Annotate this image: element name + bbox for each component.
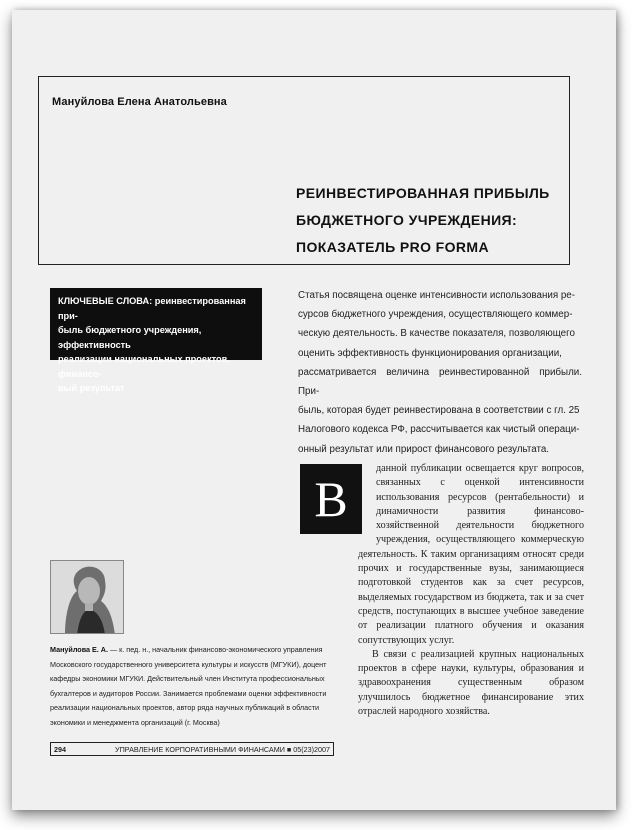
body-paragraph: данной публикации освещается круг вопросов, связанных с оценкой интенсивности использования ресурсов (рентабельности) и динамичности развития финансово-хозяйственной деятельности бюджетного учреждения, осуществляющего коммерческую деятельность. К таким организациям относят среди прочих и государственные вузы, занимающиеся подготовкой студентов как за счет ресурсов, выделяемых государством из бюджета, так и за счет средств, поступающих в высшее учебное заведение от реализации платного обучения и оказания сопутствующих услуг. [358,463,584,646]
author-photo [50,560,124,634]
author-bio [50,643,334,731]
article-title [296,180,576,261]
square-bullet-icon: ■ [286,745,292,754]
abstract-line: Статья посвящена оценке интенсивности использования ре- [298,290,576,301]
journal-name: УПРАВЛЕНИЕ КОРПОРАТИВНЫМИ ФИНАНСАМИ [115,745,285,754]
abstract-line: оценить эффективность функционирования организации, [298,347,562,359]
journal-info [115,745,330,754]
drop-cap: В [300,464,362,534]
abstract [298,286,582,459]
keywords-line: быль бюджетного учреждения, эффективность [58,325,202,350]
abstract-line: ческую деятельность. В качестве показателя, позволяющего [298,328,575,340]
keywords-line: вый результат [58,383,125,393]
page-footer [50,742,334,756]
author-portrait-image [51,561,124,634]
abstract-line: рассматривается величина реинвестированной прибыли. При- [298,366,582,398]
title-line: РЕИНВЕСТИРОВАННАЯ ПРИБЫЛЬ [296,185,550,201]
keywords-box [50,288,262,393]
keywords-line: реализации национальных проектов, финансо- [58,354,230,379]
abstract-line: онный результат или прирост финансового результата. [298,443,550,455]
article-body [314,462,584,719]
issue-number: 05(23)2007 [293,745,330,754]
bio-name: Мануйлова Е. А. [50,645,108,654]
title-line: БЮДЖЕТНОГО УЧРЕЖДЕНИЯ: [296,212,518,228]
author-name: Мануйлова Елена Анатольевна [52,96,227,108]
abstract-line: Налогового кодекса РФ, рассчитывается как чистый операци- [298,424,580,436]
abstract-line: быль, которая будет реинвестирована в соответствии с гл. 25 [298,405,580,417]
bio-text: — к. пед. н., начальник финансово-экономического управления Московского государственного университета культуры и искусств (МГУКИ), доцент кафедры экономики МГУКИ. Действительный член Института профессиональных бухгалтеров и аудиторов России. Занимается проблемами оценки эффективности реализации национальных проектов, автор ряда научных публикаций в области экономики и менеджмента организаций (г. Москва) [50,645,327,727]
page-number: 294 [54,745,66,754]
title-line: ПОКАЗАТЕЛЬ PRO FORMA [296,239,490,255]
body-paragraph: В связи с реализацией крупных национальных проектов в сфере науки, культуры, образования и здравоохранения существенным образом улучшилось бюджетное финансирование этих отраслей народного хозяйства. [358,648,584,718]
keywords-line: КЛЮЧЕВЫЕ СЛОВА: реинвестированная при- [58,296,246,321]
abstract-line: сурсов бюджетного учреждения, осуществляющего коммер- [298,309,573,321]
